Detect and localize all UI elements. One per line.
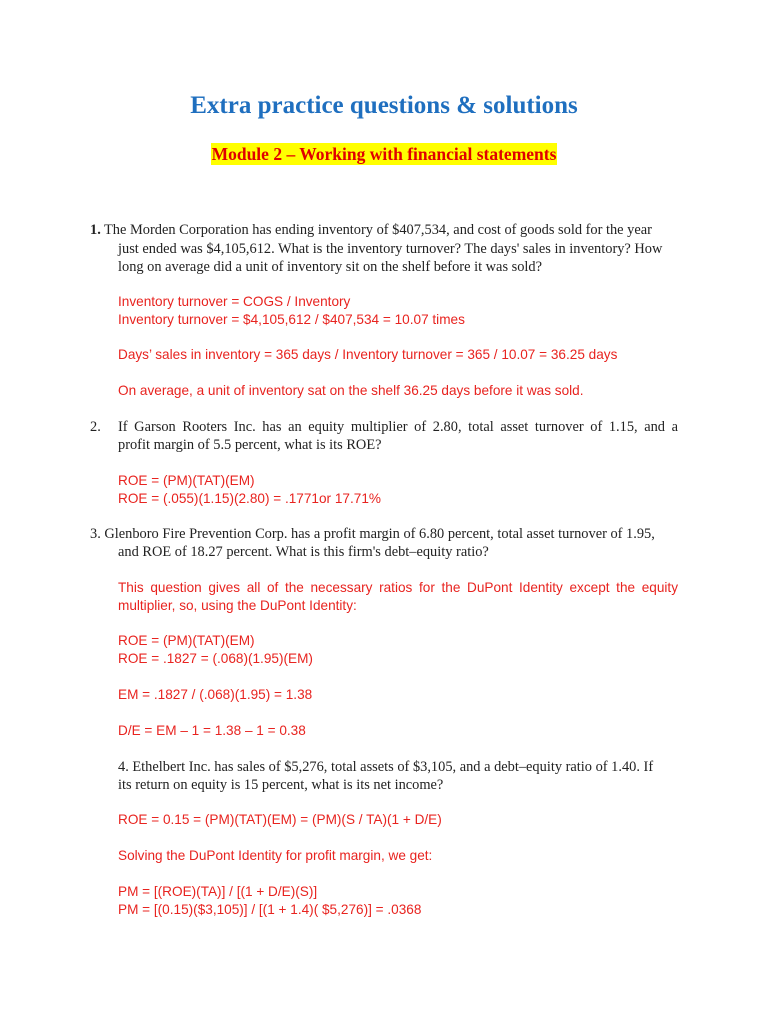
q2-answer-line-1: ROE = (PM)(TAT)(EM) xyxy=(118,473,255,488)
q2-number: 2. xyxy=(90,419,101,435)
q2-answer-line-2: ROE = (.055)(1.15)(2.80) = .1771or 17.71% xyxy=(118,491,381,506)
q1-number: 1. xyxy=(90,222,101,238)
q3-answer-line-1: This question gives all of the necessary ratios for the DuPont Identity except the equity xyxy=(118,580,678,595)
q1-answer-line-2: Inventory turnover = $4,105,612 / $407,534 = 10.07 times xyxy=(118,312,465,327)
q2-text-line-2: profit margin of 5.5 percent, what is its ROE? xyxy=(118,437,382,453)
q1-text-line-1: The Morden Corporation has ending inventory of $407,534, and cost of goods sold for the year xyxy=(104,222,652,238)
q3-answer-line-2: multiplier, so, using the DuPont Identity: xyxy=(118,598,357,613)
q3-text-line-2: and ROE of 18.27 percent. What is this firm's debt–equity ratio? xyxy=(118,544,489,560)
q4-answer-line-4: PM = [(0.15)($3,105)] / [(1 + 1.4)( $5,276)] = .0368 xyxy=(118,902,422,917)
q4-answer-line-3: PM = [(ROE)(TA)] / [(1 + D/E)(S)] xyxy=(118,884,318,899)
q1-answer-line-4: On average, a unit of inventory sat on the shelf 36.25 days before it was sold. xyxy=(118,383,584,398)
document-title: Extra practice questions & solutions xyxy=(190,92,578,119)
q4-text-line-2: its return on equity is 15 percent, what is its net income? xyxy=(118,777,444,793)
q3-answer-line-5: EM = .1827 / (.068)(1.95) = 1.38 xyxy=(118,687,313,702)
q4-answer-line-1: ROE = 0.15 = (PM)(TAT)(EM) = (PM)(S / TA)(1 + D/E) xyxy=(118,812,442,827)
q3-answer-line-3: ROE = (PM)(TAT)(EM) xyxy=(118,633,255,648)
q3-answer-line-4: ROE = .1827 = (.068)(1.95)(EM) xyxy=(118,651,313,666)
module-heading-wrap xyxy=(0,143,768,165)
q3-text-line-1: 3. Glenboro Fire Prevention Corp. has a profit margin of 6.80 percent, total asset turnover of 1.95, xyxy=(90,526,655,542)
module-heading: Module 2 – Working with financial statements xyxy=(211,144,557,164)
q4-answer-line-2: Solving the DuPont Identity for profit margin, we get: xyxy=(118,848,433,863)
q3-answer-line-6: D/E = EM – 1 = 1.38 – 1 = 0.38 xyxy=(118,723,306,738)
q1-answer-line-3: Days’ sales in inventory = 365 days / Inventory turnover = 365 / 10.07 = 36.25 days xyxy=(118,347,618,362)
q1-answer-line-1: Inventory turnover = COGS / Inventory xyxy=(118,294,351,309)
q4-text-line-1: 4. Ethelbert Inc. has sales of $5,276, total assets of $3,105, and a debt–equity ratio of 1.40. If xyxy=(118,759,654,775)
q1-text-line-3: long on average did a unit of inventory sit on the shelf before it was sold? xyxy=(118,259,543,275)
q2-text-line-1: If Garson Rooters Inc. has an equity multiplier of 2.80, total asset turnover of 1.15, and a xyxy=(118,419,678,435)
q1-text-line-2: just ended was $4,105,612. What is the inventory turnover? The days' sales in inventory? How xyxy=(118,241,663,257)
